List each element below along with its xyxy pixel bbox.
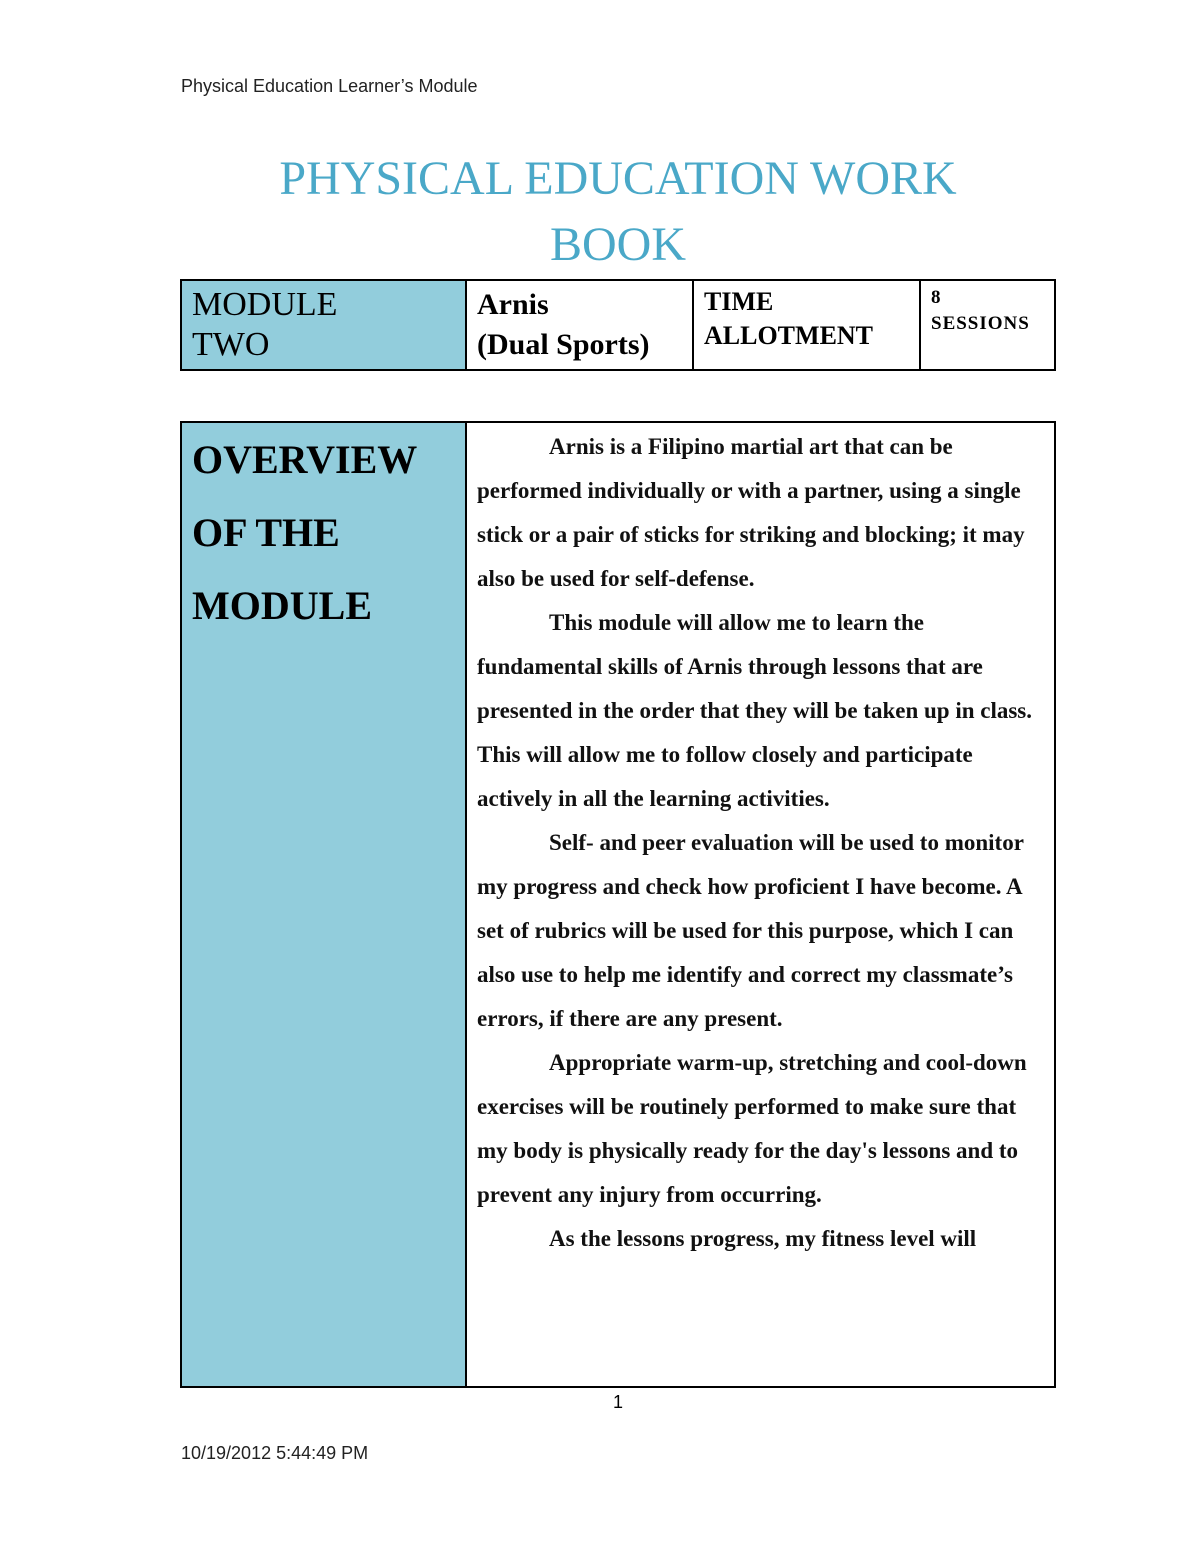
overview-body-cell [466, 422, 1055, 1387]
footer-timestamp: 10/19/2012 5:44:49 PM [181, 1443, 369, 1463]
overview-table [180, 421, 1056, 1388]
sport-name: Arnis [477, 288, 549, 321]
overview-paragraph-1: Arnis is a Filipino martial art that can be performed individually or with a partner, using a single stick or a pair of sticks for striking and blocking; it may also be used for self-defense. [477, 434, 1025, 591]
overview-paragraph-2: This module will allow me to learn the fundamental skills of Arnis through lessons that are presented in the order that they will be taken up in class. This will allow me to follow closely and participate actively in all the learning activities. [477, 610, 1033, 811]
time-allotment-cell [693, 280, 920, 370]
sessions-label: SESSIONS [931, 313, 1030, 334]
overview-paragraph-4: Appropriate warm-up, stretching and cool-down exercises will be routinely performed to make sure that my body is physically ready for the day's lessons and to prevent any injury from occurring. [477, 1050, 1027, 1207]
overview-paragraph-5: As the lessons progress, my fitness level will [549, 1226, 977, 1251]
module-cell [181, 280, 466, 370]
overview-paragraph-3: Self- and peer evaluation will be used to monitor my progress and check how proficient I have become. A set of rubrics will be used for this purpose, which I can also use to help me identify and correct my classmate’s errors, if there are any present. [477, 830, 1024, 1031]
overview-label-line-1: OVERVIEW [192, 437, 418, 482]
sport-cell [466, 280, 693, 370]
sessions-count: 8 [931, 287, 942, 308]
time-label: TIME [704, 287, 774, 316]
module-info-table [180, 279, 1056, 371]
overview-label-line-2: OF THE [192, 510, 340, 555]
module-number: TWO [192, 326, 270, 363]
page-number: 1 [612, 1392, 623, 1412]
sessions-cell [920, 280, 1055, 370]
overview-label-line-3: MODULE [192, 583, 372, 628]
running-header: Physical Education Learner’s Module [181, 76, 478, 96]
sport-category: (Dual Sports) [477, 328, 650, 361]
document-title [180, 146, 1056, 278]
title-line-1: PHYSICAL EDUCATION WORK [279, 152, 957, 205]
overview-label-cell [181, 422, 466, 1387]
title-line-2: BOOK [549, 218, 686, 271]
allotment-label: ALLOTMENT [704, 321, 874, 350]
module-label: MODULE [192, 286, 338, 323]
